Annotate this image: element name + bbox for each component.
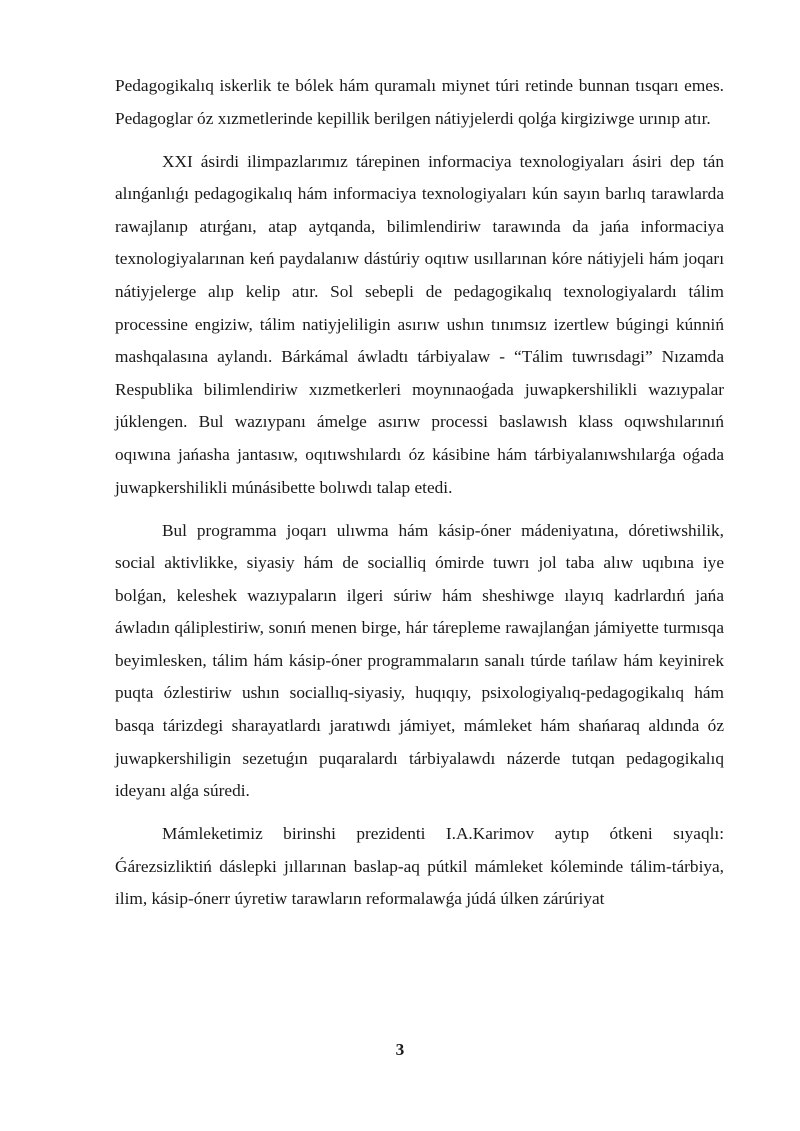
paragraph-3: Bul programma joqarı ulıwma hám kásip-óner mádeniyatına, dóretiwshilik, social aktivlikke, siyasiy hám de socialliq ómirde tuwrı jol taba alıw uqıbına iye bolǵan, keleshek wazıypaların ilgeri súriw hám sheshiwge ılayıq kadrlardıń jańa áwladın qáliplestiriw, sonıń menen birge, hár tárepleme rawajlanǵan jámiyette turmısqa beyimlesken, tálim hám kásip-óner programmaların sanalı túrde tańlaw hám keyinirek puqta ózlestiriw ushın sociallıq-siyasiy, huqıqıy, psixologiyalıq-pedagogikalıq hám basqa tárizdegi sharayatlardı jaratıwdı jámiyet, mámleket hám shańaraq aldında óz juwapkershiligin sezetuǵın puqaralardı tárbiyalawdı názerde tutqan pedagogikalıq ideyanı alǵa súredi. bbox=[115, 520, 724, 801]
paragraph-2: XXI ásirdi ilimpazlarımız tárepinen informaciya texnologiyaları ásiri dep tán alınǵanlıǵı pedagogikalıq hám informaciya texnologiyaları kún sayın barlıq tarawlarda rawajlanıp atırǵanı, atap aytqanda, bilimlendiriw tarawında da jańa informaciya texnologiyalarınan keń paydalanıw dástúriy oqıtıw usıllarınan kóre nátiyjeli hám joqarı nátiyjelerge alıp kelip atır. Sol sebepli de pedagogikalıq texnologiyalardı tálim processine engiziw, tálim natiyjeliligin asırıw ushın tınımsız izertlew búgingi kúnniń mashqalasına aylandı. Bárkámal áwladtı tárbiyalaw - “Tálim tuwrısdagi” Nızamda Respublika bilimlendiriw xızmetkerleri moynınaoǵada juwapkershilikli wazıypalar júklengen. Bul wazıypanı ámelge asırıw processi baslawısh klass oqıwshılarınıń oqıwına jańasha jantasıw, oqıtıwshılardı óz kásibine hám tárbiyalanıwshılarǵa oǵada juwapkershilikli múnásibette bolıwdı talap etedi. bbox=[115, 151, 724, 497]
page-number: 3 bbox=[395, 1040, 405, 1059]
paragraph-1: Pedagogikalıq iskerlik te bólek hám quramalı miynet túri retinde bunnan tısqarı emes. Pedagoglar óz xızmetlerinde kepillik berilgen nátiyjelerdi qolǵa kirgiziwge urınıp atır. bbox=[115, 76, 724, 128]
document-body bbox=[115, 70, 724, 926]
paragraph-4: Mámleketimiz birinshi prezidenti I.A.Karimov aytıp ótkeni sıyaqlı: Ǵárezsizliktiń dáslepki jıllarınan baslap-aq pútkil mámleket kóleminde tálim-tárbiya, ilim, kásip-ónerr úyretiw tarawların reformalawǵa júdá úlken zárúriyat bbox=[115, 824, 724, 909]
